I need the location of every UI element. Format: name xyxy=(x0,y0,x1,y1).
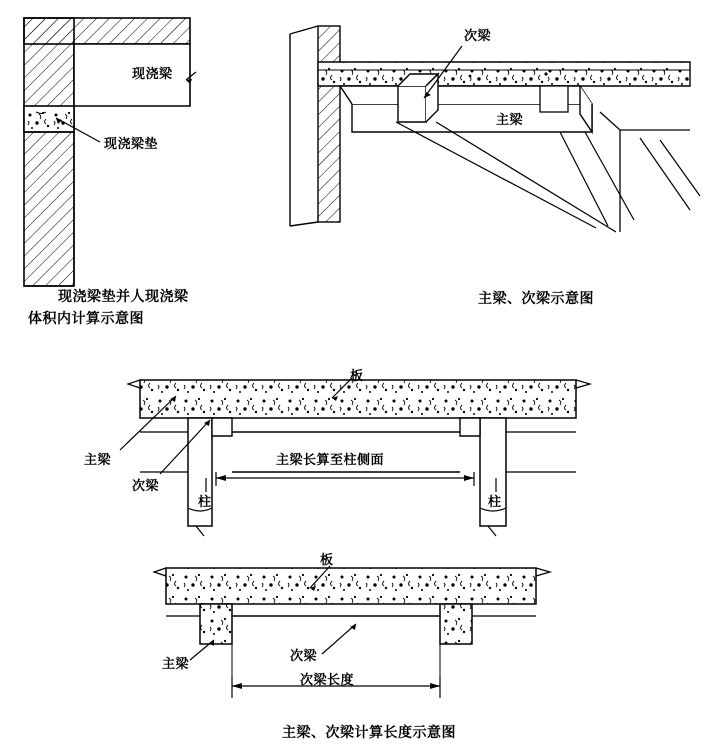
label-cast-in-place-beam: 现浇梁 xyxy=(132,66,173,81)
label-main-beam-top: 主梁 xyxy=(496,112,524,127)
label-slab-middle: 板 xyxy=(350,368,364,383)
label-secondary-beam-top: 次梁 xyxy=(464,28,492,43)
caption-top-left-line1: 现浇梁垫并人现浇梁 xyxy=(58,288,189,304)
label-secondary-beam-length: 次梁长度 xyxy=(300,672,355,687)
label-cast-in-place-beam-pad: 现浇梁垫 xyxy=(104,136,159,151)
label-secondary-beam-bottom: 次梁 xyxy=(290,648,318,663)
label-column-left: 柱 xyxy=(198,494,212,509)
label-main-beam-length-note: 主梁长算至柱侧面 xyxy=(276,452,385,467)
figure-cast-in-place-beam-pad xyxy=(24,18,196,286)
caption-top-left-line2: 体积内计算示意图 xyxy=(28,310,144,326)
label-secondary-beam-middle: 次梁 xyxy=(132,478,160,493)
label-column-right: 柱 xyxy=(488,494,502,509)
label-main-beam-bottom: 主梁 xyxy=(162,656,190,671)
figure-title-caption: 主梁、次梁计算长度示意图 xyxy=(282,724,456,740)
label-slab-bottom: 板 xyxy=(320,552,334,567)
label-main-beam-middle: 主梁 xyxy=(84,452,112,467)
figure-main-and-secondary-beam xyxy=(290,26,700,232)
caption-top-right: 主梁、次梁示意图 xyxy=(478,290,594,306)
